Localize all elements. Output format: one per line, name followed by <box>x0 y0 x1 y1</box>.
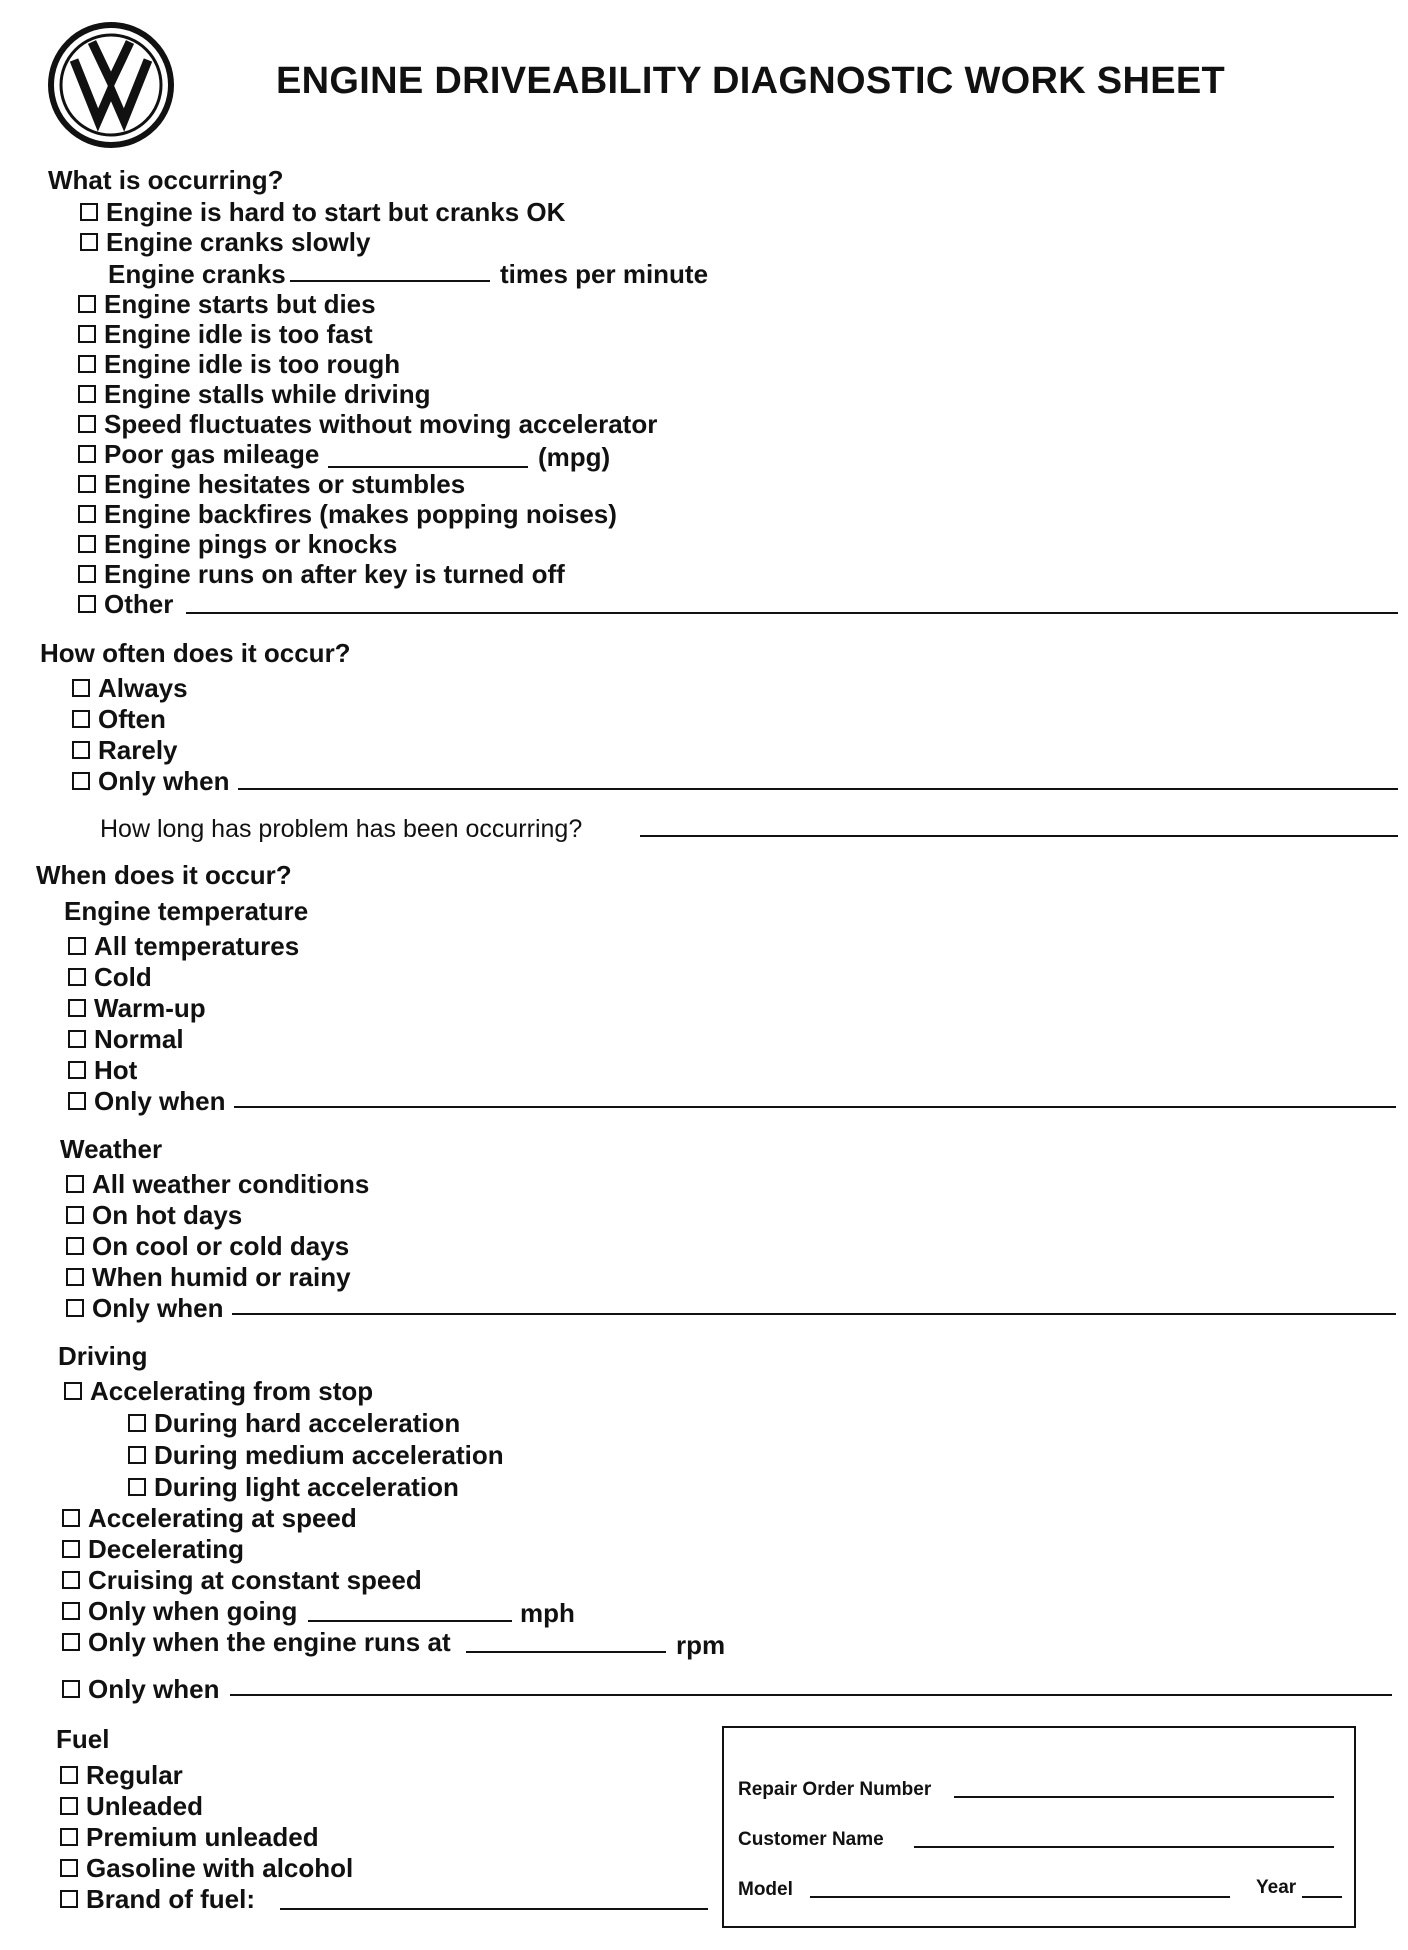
checkbox-often[interactable]: Often <box>72 706 166 732</box>
year-label: Year <box>1256 1877 1297 1898</box>
mph-field[interactable] <box>308 1620 512 1622</box>
driving-only-when-field[interactable] <box>230 1694 1392 1696</box>
checkbox-icon[interactable] <box>78 535 96 553</box>
checkbox-poor-mileage[interactable]: Poor gas mileage <box>78 441 319 467</box>
checkbox-icon[interactable] <box>64 1382 82 1400</box>
checkbox-icon[interactable] <box>68 1092 86 1110</box>
model-field[interactable] <box>810 1896 1230 1898</box>
checkbox-icon[interactable] <box>78 565 96 583</box>
checkbox-only-when-frequency[interactable]: Only when <box>72 768 229 794</box>
checkbox-hot-days[interactable]: On hot days <box>66 1202 242 1228</box>
checkbox-icon[interactable] <box>66 1175 84 1193</box>
checkbox-icon[interactable] <box>60 1797 78 1815</box>
checkbox-icon[interactable] <box>72 679 90 697</box>
checkbox-icon[interactable] <box>62 1540 80 1558</box>
checkbox-hard-to-start[interactable]: Engine is hard to start but cranks OK <box>80 199 565 225</box>
checkbox-icon[interactable] <box>78 415 96 433</box>
mpg-label: (mpg) <box>538 442 611 472</box>
year-field[interactable] <box>1302 1896 1342 1898</box>
checkbox-gasoline-alcohol[interactable]: Gasoline with alcohol <box>60 1855 353 1881</box>
checkbox-icon[interactable] <box>80 203 98 221</box>
page-title: ENGINE DRIVEABILITY DIAGNOSTIC WORK SHEET <box>276 60 1225 102</box>
checkbox-cranks-slowly[interactable]: Engine cranks slowly <box>80 229 370 255</box>
rpm-label: rpm <box>676 1630 726 1660</box>
checkbox-icon[interactable] <box>78 355 96 373</box>
checkbox-icon[interactable] <box>62 1680 80 1698</box>
checkbox-icon[interactable] <box>72 772 90 790</box>
mpg-field[interactable] <box>328 466 528 468</box>
checkbox-icon[interactable] <box>68 999 86 1017</box>
checkbox-icon[interactable] <box>60 1859 78 1877</box>
vw-logo-icon <box>46 20 176 150</box>
checkbox-icon[interactable] <box>66 1268 84 1286</box>
checkbox-icon[interactable] <box>66 1237 84 1255</box>
duration-question: How long has problem has been occurring? <box>100 815 583 843</box>
mph-label: mph <box>520 1598 575 1628</box>
customer-name-label: Customer Name <box>738 1829 884 1850</box>
checkbox-pings[interactable]: Engine pings or knocks <box>78 531 397 557</box>
section-heading-when: When does it occur? <box>36 860 292 890</box>
checkbox-icon[interactable] <box>78 385 96 403</box>
rpm-field[interactable] <box>466 1651 666 1653</box>
checkbox-unleaded[interactable]: Unleaded <box>60 1793 203 1819</box>
checkbox-icon[interactable] <box>78 325 96 343</box>
subheading-temperature: Engine temperature <box>64 896 309 926</box>
checkbox-only-going[interactable]: Only when going <box>62 1598 297 1624</box>
checkbox-normal[interactable]: Normal <box>68 1026 184 1052</box>
checkbox-rarely[interactable]: Rarely <box>72 737 178 763</box>
checkbox-all-weather[interactable]: All weather conditions <box>66 1171 369 1197</box>
customer-name-field[interactable] <box>914 1846 1334 1848</box>
cranks-per-minute-field[interactable] <box>290 280 490 282</box>
checkbox-medium-accel[interactable]: During medium acceleration <box>128 1442 504 1468</box>
checkbox-icon[interactable] <box>62 1602 80 1620</box>
checkbox-icon[interactable] <box>72 710 90 728</box>
other-field[interactable] <box>186 612 1398 614</box>
checkbox-idle-fast[interactable]: Engine idle is too fast <box>78 321 373 347</box>
brand-field[interactable] <box>280 1908 708 1910</box>
model-label: Model <box>738 1879 793 1900</box>
checkbox-icon[interactable] <box>128 1478 146 1496</box>
checkbox-icon[interactable] <box>60 1766 78 1784</box>
checkbox-icon[interactable] <box>62 1633 80 1651</box>
checkbox-icon[interactable] <box>68 1061 86 1079</box>
subheading-driving: Driving <box>58 1341 148 1371</box>
checkbox-starts-dies[interactable]: Engine starts but dies <box>78 291 376 317</box>
cranks-suffix-label: times per minute <box>500 259 709 289</box>
checkbox-regular[interactable]: Regular <box>60 1762 183 1788</box>
checkbox-warm-up[interactable]: Warm-up <box>68 995 206 1021</box>
checkbox-icon[interactable] <box>62 1509 80 1527</box>
checkbox-icon[interactable] <box>128 1446 146 1464</box>
checkbox-icon[interactable] <box>66 1206 84 1224</box>
checkbox-temp-only-when[interactable]: Only when <box>68 1088 225 1114</box>
checkbox-hesitates[interactable]: Engine hesitates or stumbles <box>78 471 465 497</box>
temp-only-when-field[interactable] <box>234 1106 1396 1108</box>
checkbox-cold[interactable]: Cold <box>68 964 152 990</box>
checkbox-icon[interactable] <box>60 1828 78 1846</box>
repair-order-label: Repair Order Number <box>738 1779 932 1800</box>
checkbox-other[interactable]: Other <box>78 591 173 617</box>
checkbox-speed-fluctuates[interactable]: Speed fluctuates without moving accelerator <box>78 411 657 437</box>
checkbox-all-temperatures[interactable]: All temperatures <box>68 933 299 959</box>
checkbox-icon[interactable] <box>128 1414 146 1432</box>
checkbox-stalls[interactable]: Engine stalls while driving <box>78 381 431 407</box>
duration-field[interactable] <box>640 835 1398 837</box>
checkbox-accel-speed[interactable]: Accelerating at speed <box>62 1505 357 1531</box>
checkbox-only-rpm[interactable]: Only when the engine runs at <box>62 1629 451 1655</box>
section-heading-frequency: How often does it occur? <box>40 638 351 668</box>
checkbox-icon[interactable] <box>78 295 96 313</box>
checkbox-icon[interactable] <box>68 937 86 955</box>
checkbox-brand[interactable]: Brand of fuel: <box>60 1886 255 1912</box>
checkbox-premium[interactable]: Premium unleaded <box>60 1824 319 1850</box>
checkbox-icon[interactable] <box>72 741 90 759</box>
checkbox-icon[interactable] <box>78 445 96 463</box>
checkbox-icon[interactable] <box>80 233 98 251</box>
checkbox-decelerating[interactable]: Decelerating <box>62 1536 244 1562</box>
checkbox-cool-days[interactable]: On cool or cold days <box>66 1233 349 1259</box>
repair-order-field[interactable] <box>954 1796 1334 1798</box>
checkbox-icon[interactable] <box>78 505 96 523</box>
checkbox-icon[interactable] <box>78 595 96 613</box>
checkbox-runs-on[interactable]: Engine runs on after key is turned off <box>78 561 565 587</box>
checkbox-idle-rough[interactable]: Engine idle is too rough <box>78 351 400 377</box>
checkbox-always[interactable]: Always <box>72 675 188 701</box>
info-box <box>722 1726 1356 1928</box>
checkbox-cruising[interactable]: Cruising at constant speed <box>62 1567 422 1593</box>
subheading-fuel: Fuel <box>56 1724 110 1754</box>
checkbox-weather-only-when[interactable]: Only when <box>66 1295 223 1321</box>
subheading-weather: Weather <box>60 1134 163 1164</box>
checkbox-driving-only-when[interactable]: Only when <box>62 1676 219 1702</box>
checkbox-icon[interactable] <box>60 1890 78 1908</box>
checkbox-icon[interactable] <box>68 968 86 986</box>
checkbox-hard-accel[interactable]: During hard acceleration <box>128 1410 460 1436</box>
section-heading-occurring: What is occurring? <box>48 165 284 195</box>
checkbox-accel-stop[interactable]: Accelerating from stop <box>64 1378 373 1404</box>
checkbox-icon[interactable] <box>66 1299 84 1317</box>
checkbox-hot[interactable]: Hot <box>68 1057 137 1083</box>
checkbox-light-accel[interactable]: During light acceleration <box>128 1474 459 1500</box>
checkbox-icon[interactable] <box>68 1030 86 1048</box>
frequency-only-when-field[interactable] <box>238 788 1398 790</box>
checkbox-icon[interactable] <box>78 475 96 493</box>
checkbox-humid[interactable]: When humid or rainy <box>66 1264 351 1290</box>
checkbox-backfires[interactable]: Engine backfires (makes popping noises) <box>78 501 617 527</box>
checkbox-icon[interactable] <box>62 1571 80 1589</box>
weather-only-when-field[interactable] <box>232 1313 1396 1315</box>
cranks-prefix-label: Engine cranks <box>108 259 286 289</box>
